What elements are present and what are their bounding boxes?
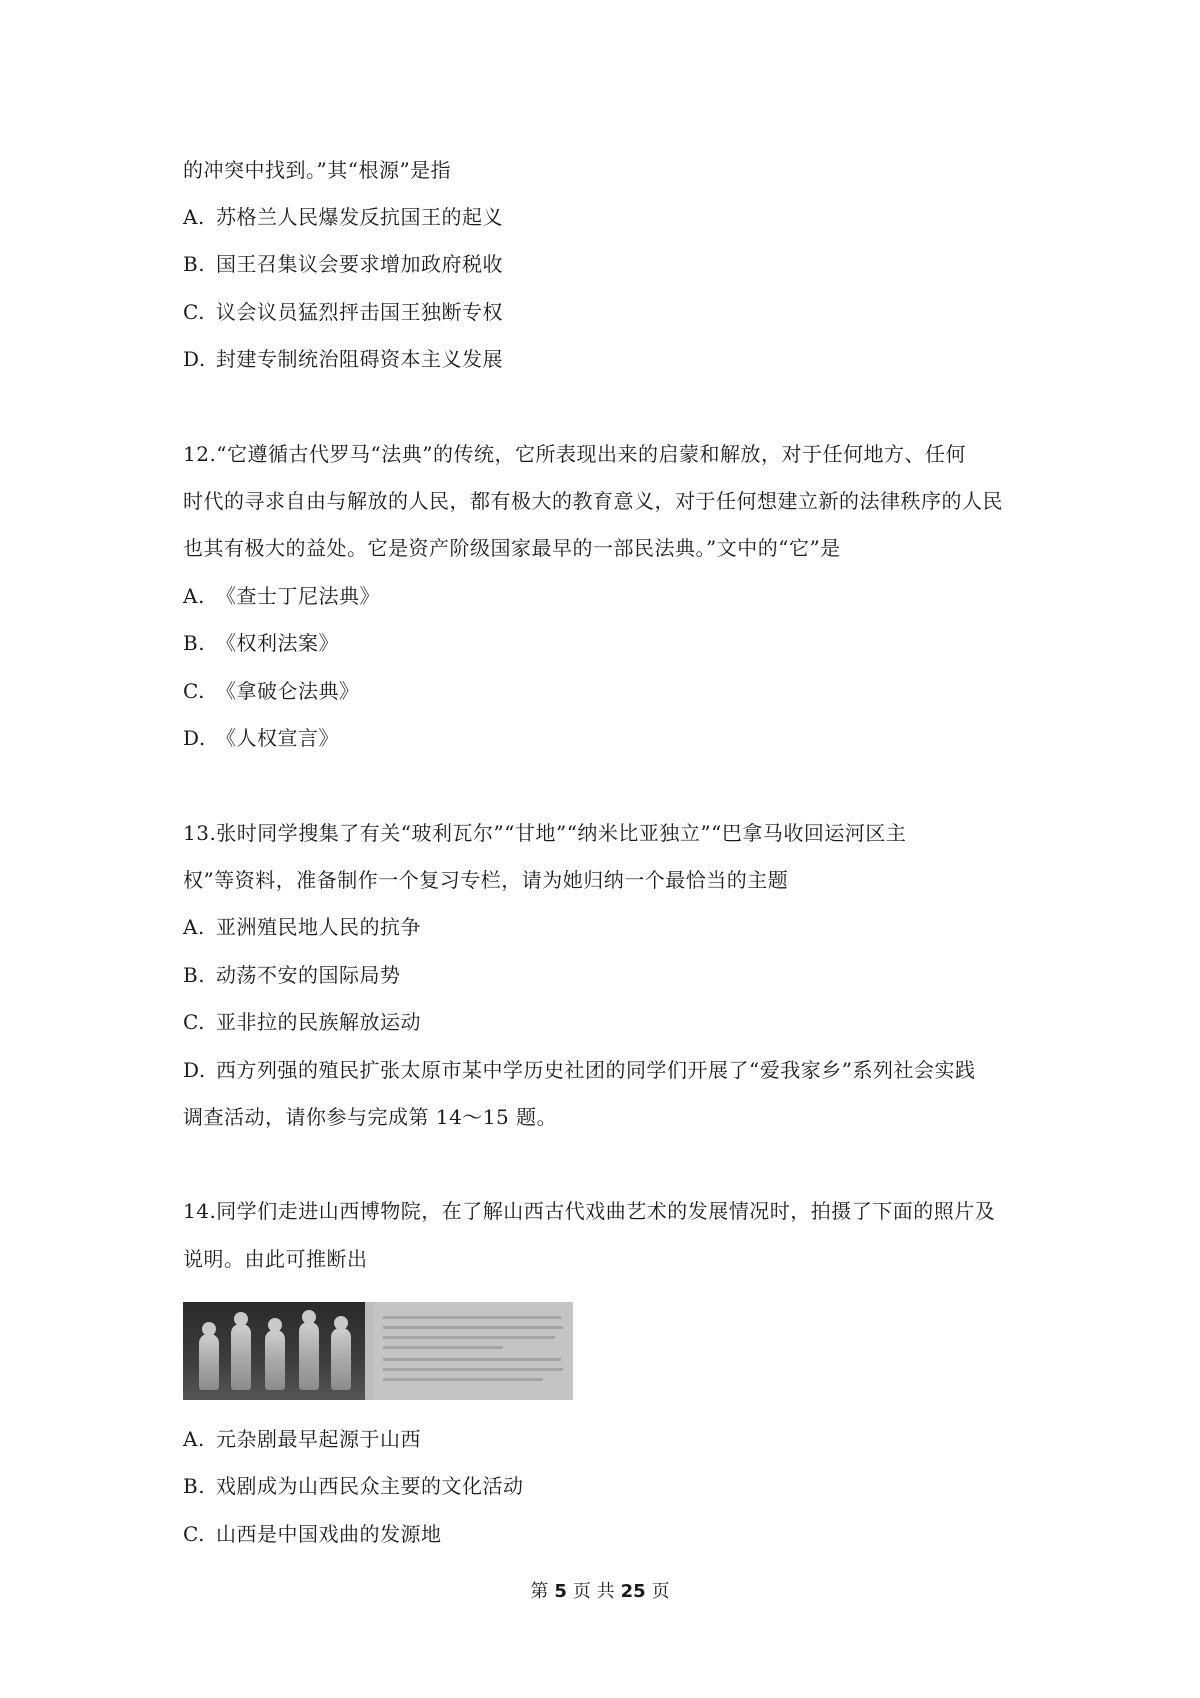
q12-option-d: D. 《人权宣言》 xyxy=(183,726,339,750)
q13-option-a: A. 亚洲殖民地人民的抗争 xyxy=(183,915,421,939)
q11-option-a: A. 苏格兰人民爆发反抗国王的起义 xyxy=(183,205,503,229)
q13-stem-line-2: 权”等资料，准备制作一个复习专栏，请为她归纳一个最恰当的主题 xyxy=(183,868,789,892)
q14-option-b: B. 戏剧成为山西民众主要的文化活动 xyxy=(183,1474,524,1498)
q14-stem-line-1: 14.同学们走进山西博物院，在了解山西古代戏曲艺术的发展情况时，拍摄了下面的照片及 xyxy=(183,1199,996,1223)
q12-stem-line-3: 也其有极大的益处。它是资产阶级国家最早的一部民法典。”文中的“它”是 xyxy=(183,536,841,560)
q13-option-d: D. 西方列强的殖民扩张太原市某中学历史社团的同学们开展了“爱我家乡”系列社会实践 xyxy=(183,1058,976,1082)
q13-continuation: 调查活动，请你参与完成第 14～15 题。 xyxy=(183,1105,558,1129)
q12-option-a: A. 《查士丁尼法典》 xyxy=(183,584,380,608)
q14-stem-line-2: 说明。由此可推断出 xyxy=(183,1247,368,1271)
q11-option-b: B. 国王召集议会要求增加政府税收 xyxy=(183,252,503,276)
page-footer: 第 5 页 共 25 页 xyxy=(530,1581,670,1602)
q14-option-a: A. 元杂剧最早起源于山西 xyxy=(183,1427,421,1451)
q14-option-c: C. 山西是中国戏曲的发源地 xyxy=(183,1522,442,1546)
q12-stem-line-2: 时代的寻求自由与解放的人民，都有极大的教育意义，对于任何想建立新的法律秩序的人民 xyxy=(183,489,1003,513)
museum-photo xyxy=(183,1302,573,1400)
q12-option-b: B. 《权利法案》 xyxy=(183,631,339,655)
q11-stem-tail: 的冲突中找到。”其“根源”是指 xyxy=(183,158,452,182)
q13-option-b: B. 动荡不安的国际局势 xyxy=(183,963,401,987)
q13-stem-line-1: 13.张时同学搜集了有关“玻利瓦尔”“甘地”“纳米比亚独立”“巴拿马收回运河区主 xyxy=(183,821,907,845)
q13-option-c: C. 亚非拉的民族解放运动 xyxy=(183,1010,421,1034)
q11-option-d: D. 封建专制统治阻碍资本主义发展 xyxy=(183,347,503,371)
opera-figurines-image xyxy=(183,1302,365,1400)
q12-stem-line-1: 12.“它遵循古代罗马“法典”的传统，它所表现出来的启蒙和解放，对于任何地方、任何 xyxy=(183,442,966,466)
total-page-number: 25 xyxy=(620,1581,646,1602)
q12-option-c: C. 《拿破仑法典》 xyxy=(183,679,360,703)
exhibit-caption-image xyxy=(373,1302,573,1400)
q11-option-c: C. 议会议员猛烈抨击国王独断专权 xyxy=(183,300,503,324)
current-page-number: 5 xyxy=(554,1581,567,1602)
